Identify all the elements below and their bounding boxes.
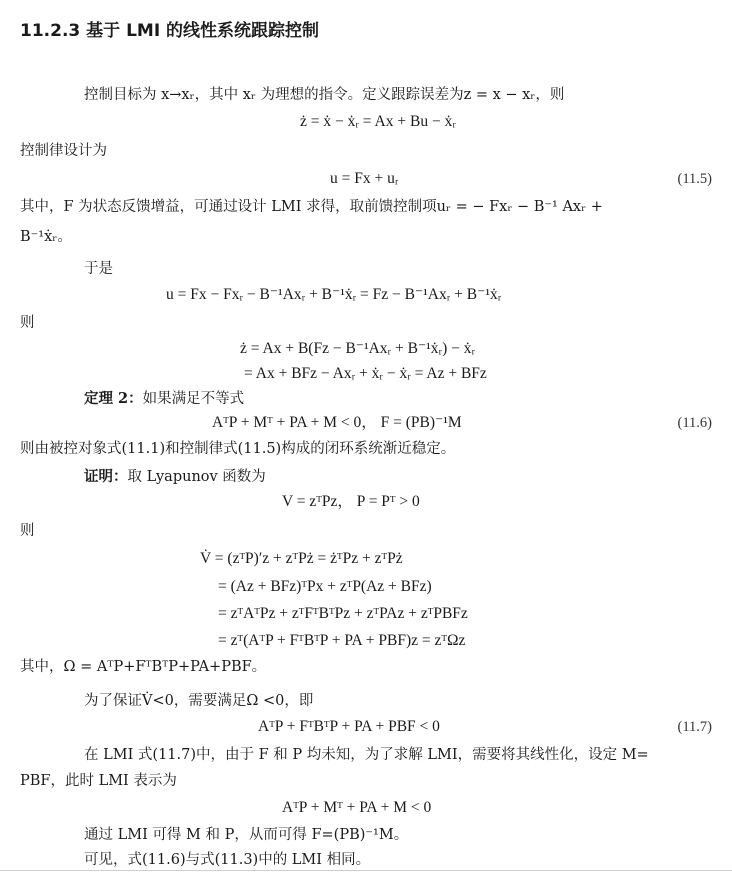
equation-vdot-4: = zᵀ(AᵀP + FᵀBᵀP + PA + PBF)z = zᵀΩz — [218, 632, 466, 649]
equation-lmi-11-7: AᵀP + FᵀBᵀP + PA + PBF < 0 — [258, 718, 440, 735]
equation-lmi-final: AᵀP + Mᵀ + PA + M < 0 — [282, 799, 432, 816]
theorem-text: 如果满足不等式 — [142, 391, 245, 407]
equation-closed-loop-1: ż = Ax + B(Fz − B⁻¹Axᵣ + B⁻¹ẋᵣ) − ẋᵣ — [240, 340, 476, 357]
paragraph-linearize-line1: 在 LMI 式(11.7)中，由于 F 和 P 均未知，为了求解 LMI，需要将其线性化，设定 M= — [84, 747, 649, 763]
paragraph-therefore: 于是 — [84, 261, 113, 277]
equation-lmi-11-6: AᵀP + Mᵀ + PA + M < 0， F = (PB)⁻¹M — [212, 414, 462, 431]
theorem-2-statement — [84, 388, 244, 410]
proof-statement — [84, 466, 266, 488]
paragraph-conclusion: 则由被控对象式(11.1)和控制律式(11.5)构成的闭环系统渐近稳定。 — [20, 441, 456, 457]
equation-closed-loop-2: = Ax + BFz − Axᵣ + ẋᵣ − ẋᵣ = Az + BFz — [244, 365, 487, 382]
equation-control-law: u = Fx + uᵣ — [330, 170, 399, 187]
paragraph-solve: 通过 LMI 可得 M 和 P，从而可得 F=(PB)⁻¹M。 — [84, 827, 409, 843]
page-bottom-divider — [0, 870, 732, 871]
equation-vdot-2: = (Az + BFz)ᵀPx + zᵀP(Az + BFz) — [218, 578, 432, 595]
equation-lyapunov: V = zᵀPz， P = Pᵀ > 0 — [282, 493, 420, 510]
paragraph-control-law-intro: 控制律设计为 — [20, 143, 107, 159]
equation-number-11-6: (11.6) — [677, 415, 712, 431]
equation-vdot-3: = zᵀAᵀPz + zᵀFᵀBᵀPz + zᵀPAz + zᵀPBFz — [218, 605, 468, 622]
equation-vdot-1: V̇ = (zᵀP)′z + zᵀPż = żᵀPz + zᵀPż — [200, 550, 403, 567]
paragraph-then-2: 则 — [20, 523, 35, 539]
paragraph-ensure: 为了保证V̇<0，需要满足Ω <0，即 — [84, 693, 314, 709]
equation-number-11-7: (11.7) — [677, 719, 712, 735]
equation-error-derivative: ż = ẋ − ẋᵣ = Ax + Bu − ẋᵣ — [300, 113, 456, 130]
paragraph-then: 则 — [20, 315, 35, 331]
theorem-label: 定理 2： — [84, 390, 143, 407]
paragraph-same: 可见，式(11.6)与式(11.3)中的 LMI 相同。 — [84, 852, 371, 868]
equation-u-expanded: u = Fx − Fxᵣ − B⁻¹Axᵣ + B⁻¹ẋᵣ = Fz − B⁻¹Axᵣ + B⁻¹ẋᵣ — [166, 286, 502, 303]
paragraph-feedforward-line2: B⁻¹ẋᵣ。 — [20, 229, 72, 245]
proof-label: 证明： — [84, 468, 128, 485]
paragraph-omega-def: 其中，Ω = AᵀP+FᵀBᵀP+PA+PBF。 — [20, 659, 267, 675]
paragraph-goal: 控制目标为 x→xᵣ，其中 xᵣ 为理想的指令。定义跟踪误差为z = x − xᵣ，则 — [84, 87, 565, 103]
section-heading: 11.2.3 基于 LMI 的线性系统跟踪控制 — [20, 21, 320, 41]
paragraph-linearize-line2: PBF，此时 LMI 表示为 — [20, 773, 177, 789]
equation-number-11-5: (11.5) — [677, 171, 712, 187]
proof-text: 取 Lyapunov 函数为 — [127, 469, 266, 485]
paragraph-feedforward-line1: 其中，F 为状态反馈增益，可通过设计 LMI 求得，取前馈控制项uᵣ = − Fxᵣ − B⁻¹ Axᵣ + — [20, 199, 603, 215]
